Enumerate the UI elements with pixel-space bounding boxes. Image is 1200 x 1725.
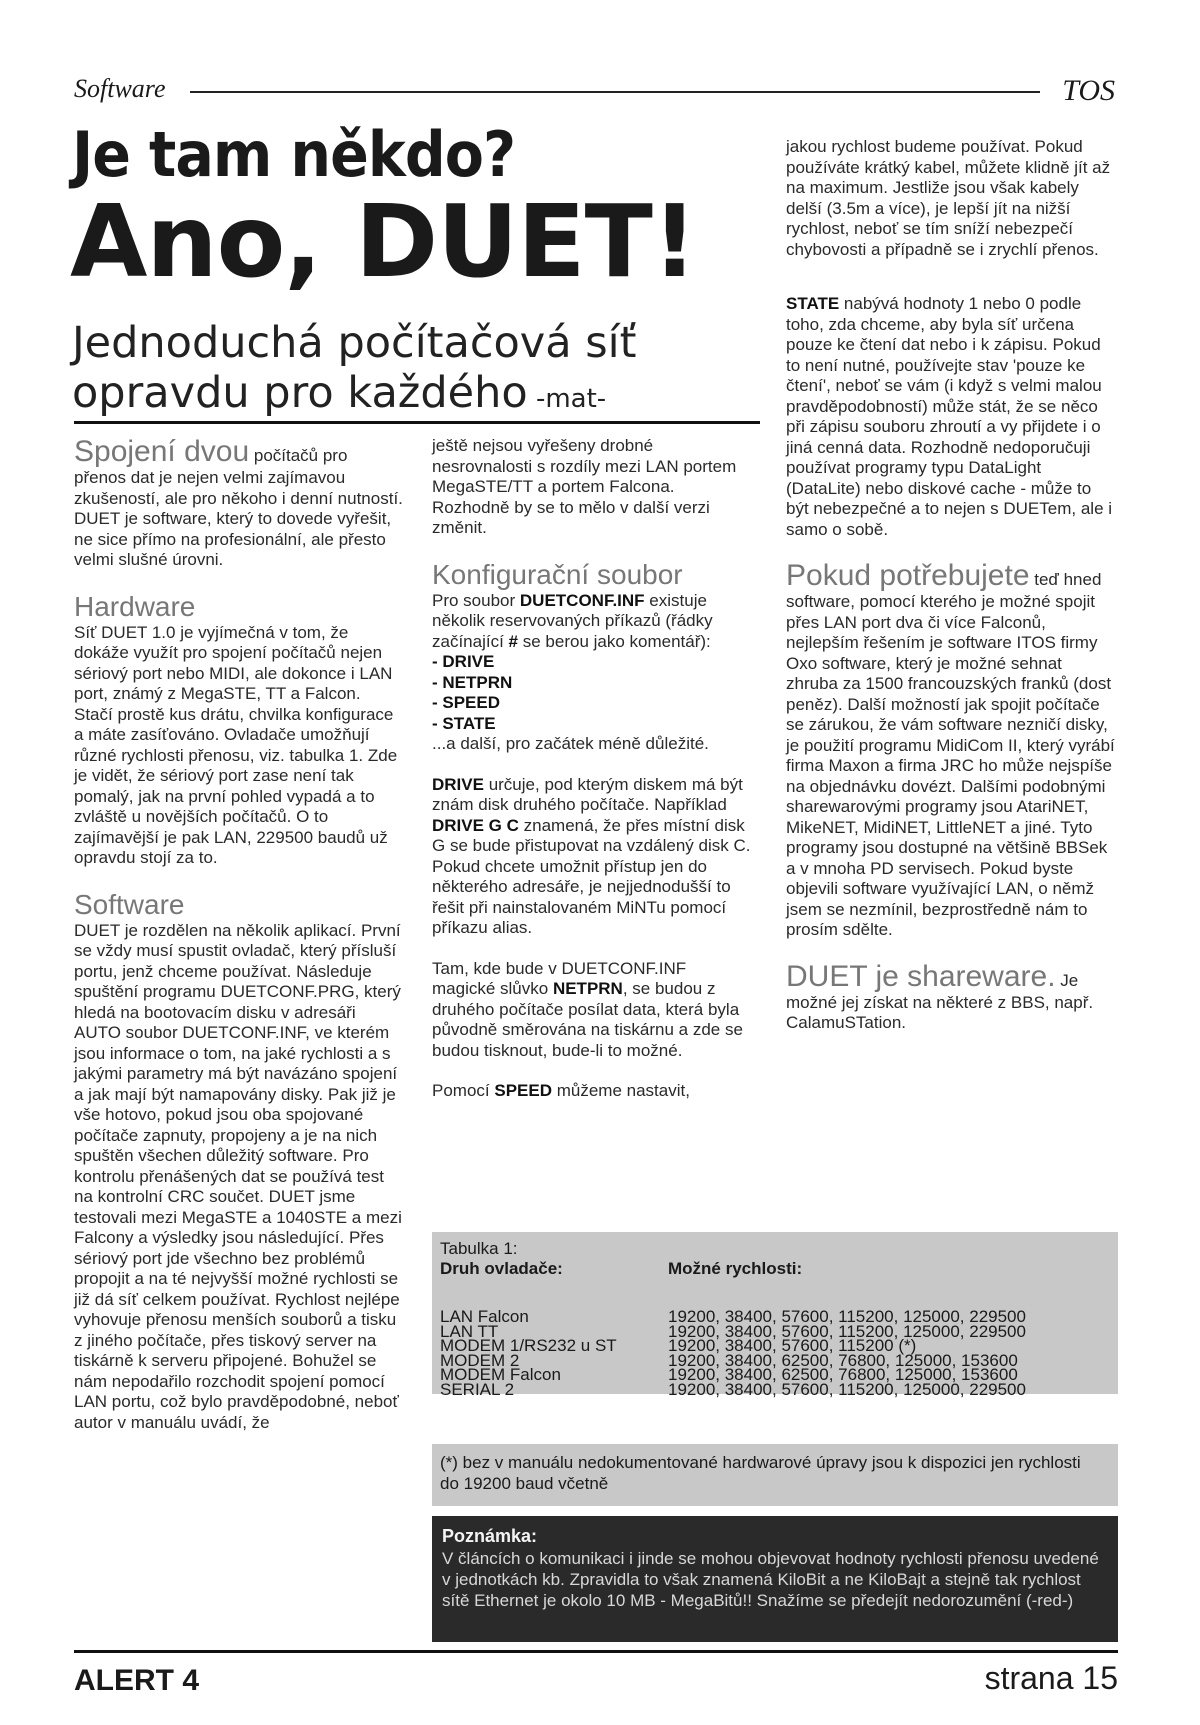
shareware-text: Je možné jej získat na některé z BBS, např. CalamuSTation. [786,970,1094,1032]
table-body [440,1307,1110,1399]
headline-question: Je tam někdo? [72,118,516,191]
table-footnote: (*) bez v manuálu nedokumentované hardwarové úpravy jsou k dispozici jen rychlosti do 19200 baud včetně [440,1453,1081,1493]
subtitle-line1: Jednoduchá počítačová síť [72,318,637,368]
continuation-text: ještě nejsou vyřešeny drobné nesrovnalosti s rozdíly mezi LAN portem MegaSTE/TT a portem Falcona. Rozhodně by se to mělo v další verzi změnit. [432,436,737,537]
drive-example: DRIVE G C [432,815,519,835]
list-item-state: - STATE [432,713,496,733]
intro-text: počítačů pro přenos dat je nejen velmi zajímavou zkušeností, ale pro někoho i denní nutností. DUET je software, který to dovede vyřešit, ne sice přímo na profesionální, ale přesto velmi slušné úrovni. [74,446,403,569]
table-cell-driver: MODEM 1/RS232 u ST [440,1336,617,1355]
config-post2: se berou jako komentář): [518,631,711,651]
netprn-pre: Tam, kde bude v DUETCONF.INF magické slůvko [432,958,687,998]
list-item-netprn: - NETPRN [432,672,513,692]
title-rule [74,421,760,424]
speed-paragraph [432,1081,752,1102]
list-item-drive: - DRIVE [432,652,495,671]
hardware-text: Síť DUET 1.0 je vyjímečná v tom, že dokáže využít pro spojení počítačů nejen sériový port nebo MIDI, ale dokonce i LAN port, známý z MegaSTE, TT a Falcon. Stačí prostě kus drátu, chvilka konfigurace a máte zasíťováno. Ovladače umožňují různé rychlosti přenosu, viz. tabulka 1. Zde je vidět, že sériový port zase není tak pomalý, jak na první pohled vypadá a to zvláště u novějších počítačů. O to zajímavější je pak LAN, 229500 baudů už opravdu stojí za to. [74,622,398,867]
netprn-post: , se budou z druhého počítače posílat data, která byla původně směrována na tiskárnu a zde se budou tisknout, bude-li to možné. [432,979,743,1060]
table-cell-speeds: 19200, 38400, 57600, 115200, 125000, 229500 [668,1379,1026,1399]
table-caption: Tabulka 1: [440,1239,518,1258]
speed-continuation: jakou rychlost budeme používat. Pokud používáte krátký kabel, můžete klidně jít až na maximum. Jestliže jsou však kabely delší (3.5m a více), je lepší jít na nižší rychlost, neboť se tím sníží nebezpečí chybovosti a případně se i zrychlí přenos. [786,137,1111,259]
need-lead: Pokud potřebujete [786,559,1030,592]
editor-note-title: Poznámka: [442,1526,538,1546]
subtitle [72,318,636,424]
table-header-driver: Druh ovladače: [440,1259,563,1278]
table-row [440,1379,1110,1399]
table-cell-driver: MODEM 2 [440,1350,520,1370]
config-text [432,591,752,653]
config-file: DUETCONF.INF [519,590,645,610]
config-heading: Konfigurační soubor [432,558,683,590]
netprn-keyword: NETPRN [552,979,623,998]
subtitle-line2-text: opravdu pro každého [72,368,528,418]
state-keyword: STATE [786,294,840,313]
header-rule [190,91,1040,93]
table-cell-speeds: 19200, 38400, 57600, 115200, 125000, 229500 [668,1307,1026,1326]
author: -mat- [527,384,607,414]
subtitle-line2 [72,368,636,424]
config-pre: Pro soubor [432,590,520,610]
drive-text1: určuje, pod kterým diskem má být znám disk druhého počítače. Například [432,774,743,814]
config-post: existuje několik reservovaných příkazů (řádky začínající [432,590,713,651]
table-cell-speeds: 19200, 38400, 62500, 76800, 125000, 153600 [668,1365,1018,1384]
table-cell-driver: LAN Falcon [440,1307,529,1326]
table-cell-speeds: 19200, 38400, 57600, 115200, 125000, 229500 [668,1321,1026,1341]
speed-keyword: SPEED [494,1081,552,1100]
column-1 [74,436,404,1433]
state-text: nabývá hodnoty 1 nebo 0 podle toho, zda chceme, aby byla síť určena pouze ke čtení dat nebo i k zápisu. Pokud to není nutné, používejte stav 'pouze ke čtení', neboť se vám (i když s velmi malou pravděpodobností) může stát, že se něco při zápisu souboru zhroutí a vy přijdete i o jiná cenná data. Rozhodně nedoporučuji používat programy typu DataLight (DataLite) nebo diskové cache - může to být nebezpečné a to nejen s DUETem, ale i samo o sobě. [786,294,1113,539]
table-cell-driver: MODEM Falcon [440,1365,561,1384]
shareware-lead: DUET je shareware. [786,959,1056,993]
list-item-speed: - SPEED [432,693,501,712]
drive-text2: znamená, že přes místní disk G se bude přistupovat na vzdálený disk C. Pokud chcete umožnit přístup jen do některého adresáře, je nejjednodušší to řešit při nainstalovaném MiNTu pomocí příkazu alias. [432,815,751,937]
software-text: DUET je rozdělen na několik aplikací. První se vždy musí spustit ovladač, který přísluší portu, jenž chceme používat. Následuje spuštění programu DUETCONF.PRG, který hledá na bootovacím disku v adresáři AUTO soubor DUETCONF.INF, ve kterém jsou informace o tom, na jaké rychlosti a s jakými parametry má být navázáno spojení a jak mají být namapovány disky. Pak již je vše hotovo, pokud jsou oba spojované počítače zapnuty, propojeny a je na nich spuštěn všechen důležitý software. Pro kontrolu přenášených dat se používá test na kontrolní CRC součet. DUET jsme testovali mezi MegaSTE a 1040STE a mezi Falcony a výsledky jsou následující. Přes sériový port jde všechno bez problémů propojit a na té nejvyšší možné rychlosti se již dá síť celkem používat. Rychlost nejlépe vyhovuje přenosu menších souborů a tisku z jiného počítače, přes tiskový server na tiskárně k serveru připojené. Bohužel se nám nepodařilo rozchodit spojení pomocí LAN portu, což bylo pravděpodobné, neboť autor v manuálu uvádí, že [74,920,402,1432]
intro-lead: Spojení dvou [74,435,250,468]
list-more: ...a další, pro začátek méně důležité. [432,734,709,753]
column-2 [432,436,752,1102]
intro-paragraph [74,436,404,571]
table-cell-speeds: 19200, 38400, 62500, 76800, 125000, 153600 [668,1350,1018,1370]
config-hash: # [508,631,519,651]
speed-post: můžeme nastavit, [552,1081,690,1100]
page-number: strana 15 [984,1660,1118,1696]
table-cell-speeds: 19200, 38400, 57600, 115200 (*) [668,1336,917,1355]
need-text: teď hned software, pomocí kterého je možné spojit přes LAN port dva či více Falconů, nejlepším řešením je software ITOS firmy Oxo software, který je možné sehnat zhruba za 1500 francouzských franků (dost peněz). Další možností jak spojit počítače se zárukou, že vám software nezničí disky, je použití programu MidiCom II, který vyrábí firma Maxon a firma JRC ho může nejspíše na objednávku dovézt. Dalšími podobnými sharewarovými programy jsou AtariNET, MikeNET, MidiNET, LittleNET a jiné. Tyto programy jsou dostupné na většině BBSek a v mnoha PD servisech. Pokud byste objevili software využívající LAN, o němž jsem se nezmínil, bezprostředně nám to prosím sdělte. [786,570,1115,939]
shareware-paragraph [786,961,1116,1034]
editor-note-box [432,1516,1118,1642]
speed-pre: Pomocí [432,1081,495,1100]
speed-table [432,1232,1118,1399]
table-header-speeds: Možné rychlosti: [668,1259,803,1278]
table-cell-driver: LAN TT [440,1321,499,1341]
drive-keyword: DRIVE [432,774,484,794]
column-3 [786,137,1116,1034]
headline-answer: Ano, DUET! [70,183,697,300]
footer-rule [74,1650,1118,1653]
editor-note-text: V článcích o komunikaci i jinde se mohou objevovat hodnoty rychlosti přenosu uvedené v jednotkách kb. Zpravidla to však znamená KiloBit a ne KiloBajt a stejně tak rychlost sítě Ethernet je okolo 10 MB - MegaBitů!! Snažíme se předejít nedorozumění (-red-) [442,1549,1099,1610]
table-footnote-box [432,1444,1118,1506]
state-paragraph [786,294,1116,540]
magazine-issue: ALERT 4 [74,1664,200,1697]
hardware-heading: Hardware [74,590,196,622]
software-heading: Software [74,888,185,920]
drive-paragraph [432,775,752,939]
need-paragraph [786,560,1116,941]
table-cell-driver: SERIAL 2 [440,1379,515,1399]
running-category: TOS [1062,74,1115,107]
netprn-paragraph [432,959,752,1062]
running-section: Software [74,74,166,103]
